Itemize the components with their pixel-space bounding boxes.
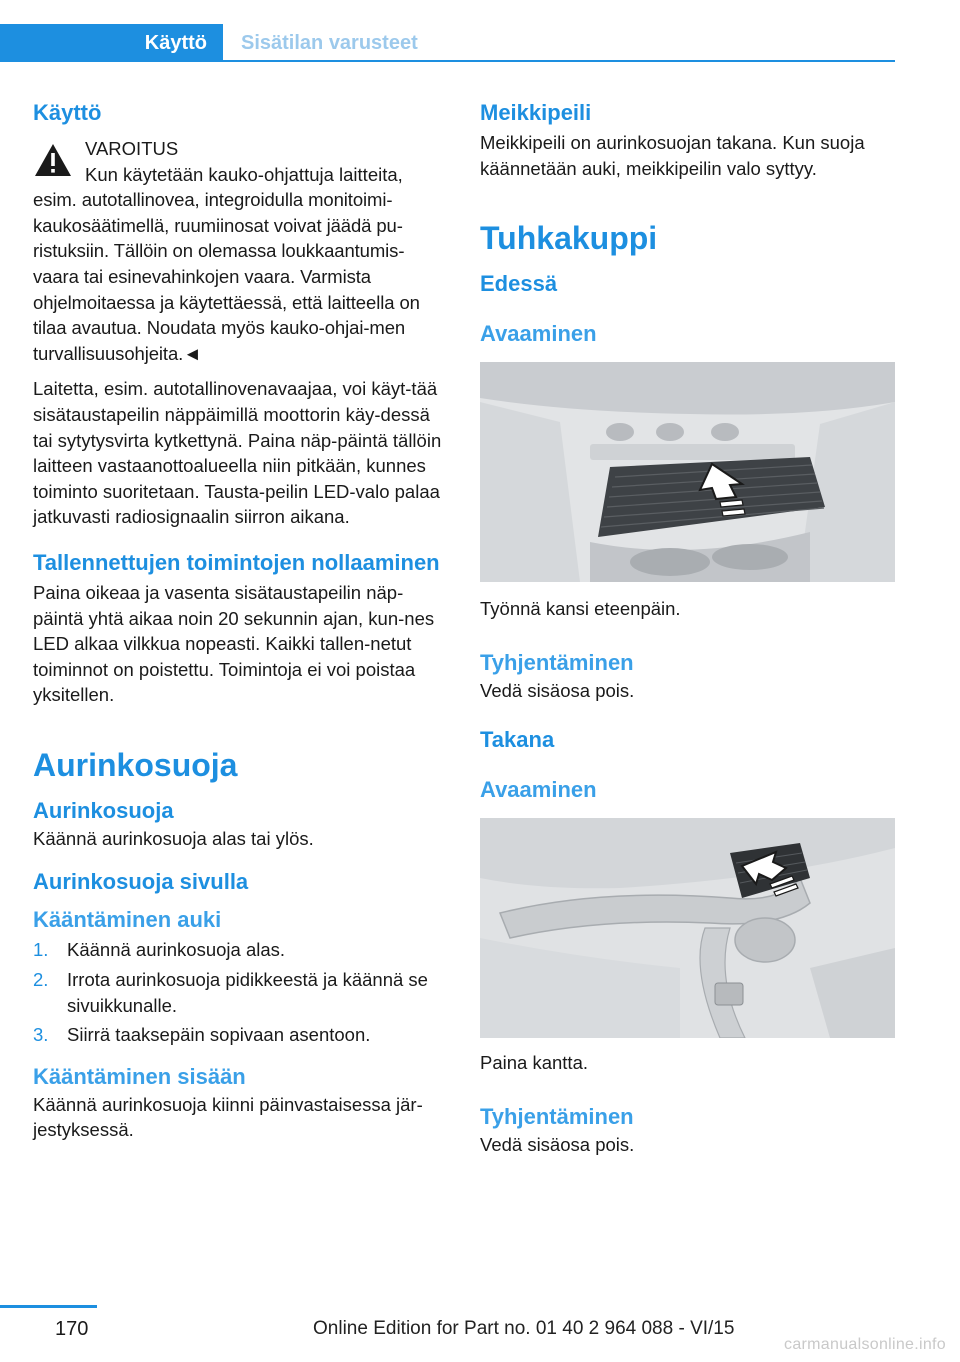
reset-paragraph: Paina oikeaa ja vasenta sisätaustapeilin näp-päintä yhtä aikaa noin 20 sekunnin ajan, kun-nes LED alkaa vilkkua nopeasti. Kaikki tallen-netut toiminnot on poistettu. Toimintoja ei voi poistaa yksitellen. [33, 581, 435, 706]
list-item [33, 1022, 445, 1048]
turn-out-heading: Kääntäminen auki [33, 907, 222, 933]
rear-heading: Takana [480, 727, 555, 753]
front-heading: Edessä [480, 271, 558, 297]
list-item [33, 937, 445, 963]
side-heading: Aurinkosuoja sivulla [33, 869, 249, 895]
warning-text: esim. autotallinovea, integroidulla monitoimi-kaukosäätimellä, ruumiinosat voivat jäädä pu-ristuksiin. Tällöin on olemassa loukkaantumis-vaara tai esinevahinkojen vaara. Varmista ohjelmoitaessa ja käytettäessä, että laitteella on tilaa avautua. Noudata myös kauko-ohjai-men turvallisuusohjeita.◄ [33, 189, 420, 364]
sunvisor-subheading: Aurinkosuoja [33, 797, 174, 823]
edition-note: Online Edition for Part no. 01 40 2 964 088 - VI/15 [313, 1318, 735, 1339]
step-text: Siirrä taaksepäin sopivaan asentoon. [67, 1024, 371, 1046]
use-heading: Käyttö [33, 100, 102, 125]
front-caption: Työnnä kansi eteenpäin. [480, 598, 681, 620]
front-ashtray-figure [480, 362, 895, 582]
front-ashtray-illustration [480, 362, 895, 582]
page-number: 170 [55, 1318, 89, 1340]
step-text: Irrota aurinkosuoja pidikkeestä ja käännä se sivuikkunalle. [67, 969, 428, 1016]
step-text: Käännä aurinkosuoja alas. [67, 939, 286, 961]
mirror-heading: Meikkipeili [480, 100, 592, 125]
open-heading-front: Avaaminen [480, 321, 597, 347]
warning-triangle-icon [33, 142, 73, 178]
warning-block [33, 136, 445, 187]
header-rule [223, 60, 895, 62]
empty-text-front: Vedä sisäosa pois. [480, 679, 635, 701]
reset-heading: Tallennettujen toimintojen nollaaminen [33, 549, 440, 575]
page-header [0, 24, 895, 62]
empty-heading-front: Tyhjentäminen [480, 649, 634, 675]
step-number: 1. [33, 939, 49, 961]
section-tab[interactable]: Sisätilan varusteet [241, 31, 418, 54]
left-column [33, 100, 445, 1143]
ashtray-title: Tuhkakuppi [480, 220, 658, 257]
steps-list [33, 937, 445, 1047]
open-heading-rear: Avaaminen [480, 777, 597, 803]
list-item [33, 967, 445, 1018]
empty-text-rear: Vedä sisäosa pois. [480, 1133, 635, 1155]
empty-heading-rear: Tyhjentäminen [480, 1103, 634, 1129]
sunvisor-title: Aurinkosuoja [33, 746, 238, 783]
footer-rule [0, 1305, 97, 1308]
turn-in-text: Käännä aurinkosuoja kiinni päinvastaisessa jär-jestyksessä. [33, 1093, 423, 1141]
garage-paragraph: Laitetta, esim. autotallinovenavaajaa, voi käyt-tää sisätaustapeilin näppäimillä moottorin käy-dessä tai sytytysvirta kytkettynä. Paina näp-päintä tällöin laitteen vastaanottoalueella niin pitkään, kunnes toiminto suoritetaan. Tausta-peilin LED-valo palaa jatkuvasti radiosignaalin siirron aikana. [33, 378, 442, 528]
sunvisor-text: Käännä aurinkosuoja alas tai ylös. [33, 827, 314, 849]
rear-ashtray-illustration [480, 818, 895, 1038]
watermark: carmanualsonline.info [784, 1336, 946, 1353]
right-column [480, 100, 895, 1158]
turn-in-heading: Kääntäminen sisään [33, 1063, 246, 1089]
step-number: 2. [33, 969, 49, 991]
warning-title: VAROITUS [85, 138, 179, 159]
warning-first-line: Kun käytetään kauko-ohjattuja laitteita, [85, 163, 403, 185]
rear-ashtray-figure [480, 818, 895, 1038]
mirror-text: Meikkipeili on aurinkosuojan takana. Kun suoja käännetään auki, meikkipeilin valo syttyy. [480, 132, 865, 179]
step-number: 3. [33, 1024, 49, 1046]
rear-caption: Paina kantta. [480, 1052, 588, 1074]
chapter-tab[interactable]: Käyttö [0, 24, 223, 62]
